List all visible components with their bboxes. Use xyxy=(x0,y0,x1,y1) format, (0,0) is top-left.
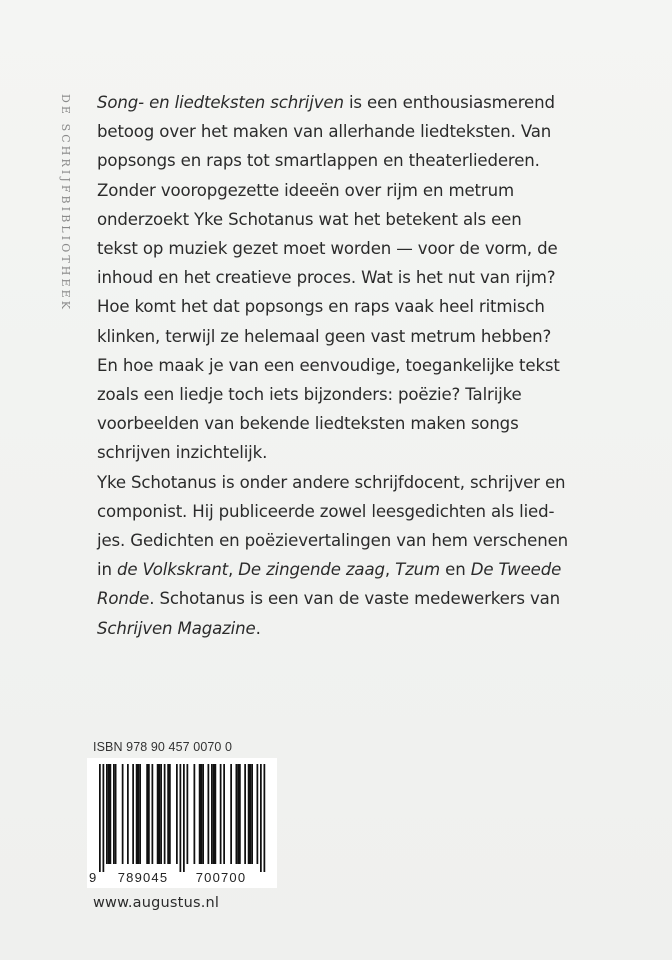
barcode-bar xyxy=(113,764,115,864)
publication-name: Ronde xyxy=(97,589,150,609)
blurb-line: klinken, terwijl ze helemaal geen vast metrum hebben? xyxy=(97,326,552,346)
barcode-bar xyxy=(201,764,203,864)
bio-text: , xyxy=(228,560,239,580)
barcode-bar xyxy=(115,764,117,864)
barcode-left-digits: 789045 xyxy=(117,870,169,885)
barcode-guard-bar xyxy=(260,764,262,872)
barcode-guard-bar xyxy=(103,764,105,872)
barcode-bar xyxy=(122,764,124,864)
bio-line: Yke Schotanus is onder andere schrijfdocent, schrijver en xyxy=(97,472,566,492)
barcode-guard-bar xyxy=(99,764,101,872)
publication-name: Schrijven Magazine xyxy=(97,618,256,638)
barcode-bar xyxy=(138,764,140,864)
bio-line xyxy=(97,584,597,613)
blurb-line: inhoud en het creatieve proces. Wat is het nut van rijm? xyxy=(97,268,556,288)
barcode-guard-bar xyxy=(264,764,266,872)
barcode-lead-digit: 9 xyxy=(89,870,97,885)
barcode-bar xyxy=(250,764,252,864)
publication-name: De zingende zaag xyxy=(238,560,385,580)
barcode-bar xyxy=(167,764,169,864)
barcode-bar xyxy=(132,764,134,864)
bio-line: componist. Hij publiceerde zowel leesgedichten als lied- xyxy=(97,501,555,521)
barcode-bar xyxy=(220,764,222,864)
bio-text: en xyxy=(440,560,471,580)
series-label: DE SCHRIJFBIBLIOTHEEK xyxy=(59,94,72,313)
bio-line xyxy=(97,555,597,584)
barcode-bar xyxy=(237,764,239,864)
bio-text: , xyxy=(384,560,396,580)
bio-line: jes. Gedichten en poëzievertalingen van hem verschenen xyxy=(97,531,569,551)
barcode-bar xyxy=(139,764,141,864)
blurb-line: tekst op muziek gezet moet worden — voor de vorm, de xyxy=(97,239,558,259)
publication-name: De Tweede xyxy=(470,560,562,580)
blurb-line: onderzoekt Yke Schotanus wat het betekent als een xyxy=(97,209,522,229)
barcode-bar xyxy=(169,764,171,864)
barcode-bar xyxy=(106,764,108,864)
barcode-bar xyxy=(248,764,250,864)
bio-line xyxy=(97,614,597,643)
barcode-bar xyxy=(211,764,213,864)
book-title-italic: Song- en liedteksten schrijven xyxy=(97,93,344,112)
barcode-bar xyxy=(108,764,110,864)
barcode-bar xyxy=(230,764,232,864)
barcode-bar xyxy=(146,764,148,864)
barcode-bar xyxy=(164,764,166,864)
publication-name: Tzum xyxy=(395,560,441,580)
barcode-bar xyxy=(136,764,138,864)
blurb-text xyxy=(97,88,597,643)
barcode-bar xyxy=(159,764,161,864)
barcode-bar xyxy=(199,764,201,864)
author-bio-paragraph xyxy=(97,468,597,643)
barcode-bar xyxy=(176,764,178,864)
barcode-bar xyxy=(110,764,112,864)
isbn-label: ISBN 978 90 457 0070 0 xyxy=(93,740,233,754)
barcode-bar xyxy=(127,764,129,864)
blurb-paragraph-1 xyxy=(97,88,597,468)
barcode-bar xyxy=(215,764,217,864)
barcode-guard-bar xyxy=(183,764,185,872)
barcode-bar xyxy=(152,764,154,864)
blurb-line: voorbeelden van bekende liedteksten maken songs xyxy=(97,414,519,434)
barcode-bar xyxy=(236,764,238,864)
barcode-bar xyxy=(213,764,215,864)
blurb-line: En hoe maak je van een eenvoudige, toegankelijke tekst xyxy=(97,355,560,375)
publisher-website: www.augustus.nl xyxy=(93,895,220,911)
blurb-line-rest: is een enthousiasmerend xyxy=(343,93,555,112)
bio-text: in xyxy=(97,560,117,580)
barcode-bar xyxy=(208,764,210,864)
blurb-line: schrijven inzichtelijk. xyxy=(97,443,268,463)
barcode-right-digits: 700700 xyxy=(195,870,247,885)
barcode-bar xyxy=(157,764,159,864)
barcode-bar xyxy=(223,764,225,864)
barcode-guard-bar xyxy=(180,764,182,872)
barcode-bar xyxy=(202,764,204,864)
barcode-bar xyxy=(187,764,189,864)
blurb-line: Hoe komt het dat popsongs en raps vaak heel ritmisch xyxy=(97,297,545,317)
barcode-bar xyxy=(194,764,196,864)
barcode-bar xyxy=(148,764,150,864)
blurb-line: zoals een liedje toch iets bijzonders: poëzie? Talrijke xyxy=(97,385,522,405)
barcode-bar xyxy=(244,764,246,864)
barcode-bar xyxy=(160,764,162,864)
barcode-bar xyxy=(239,764,241,864)
ean13-barcode xyxy=(87,758,277,888)
blurb-line: betoog over het maken van allerhande liedteksten. Van xyxy=(97,122,552,142)
blurb-line: Zonder vooropgezette ideeën over rijm en metrum xyxy=(97,180,514,200)
bio-text: . Schotanus is een van de vaste medewerkers van xyxy=(149,589,561,609)
publication-name: de Volkskrant xyxy=(116,560,229,580)
barcode-bar xyxy=(251,764,253,864)
bio-text: . xyxy=(255,618,261,638)
barcode-bar xyxy=(257,764,259,864)
blurb-line: popsongs en raps tot smartlappen en theaterliederen. xyxy=(97,151,540,171)
blurb-line xyxy=(97,88,597,117)
